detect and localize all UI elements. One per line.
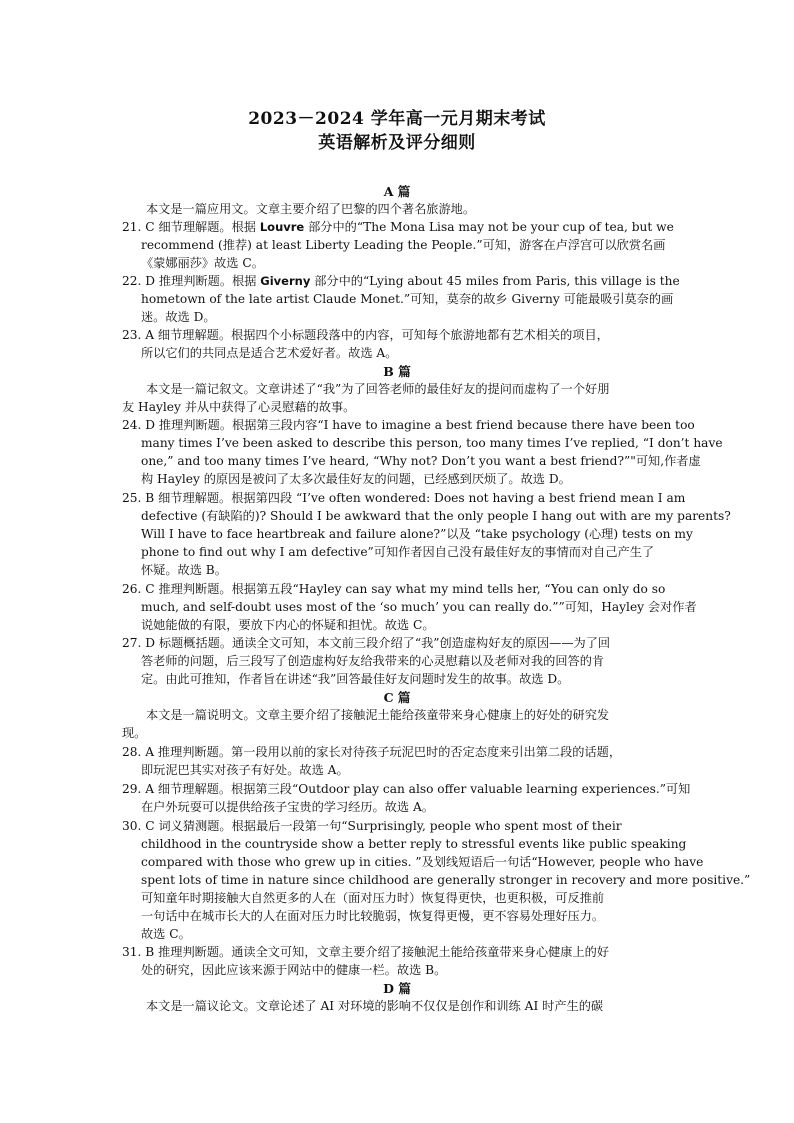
q27-line2: 答老师的问题，后三段写了创造虚构好友给我带来的心灵慰藉以及老师对我的回答的肯: [141, 654, 605, 668]
q30-line7: 故选 C。: [141, 927, 191, 941]
q21-line2: recommend (推荐) at least Liberty Leading the People.”可知，游客在卢浮宫可以欣赏名画: [141, 238, 666, 252]
section-a-intro: 本文是一篇应用文。文章主要介绍了巴黎的四个著名旅游地。: [146, 202, 476, 216]
section-b-intro-line1: 本文是一篇记叙文。文章讲述了“我”为了回答老师的最佳好友的提问而虚构了一个好朋: [146, 382, 610, 396]
section-c-intro-line2: 现。: [122, 726, 147, 740]
q21-line1: 21. C 细节理解题。根据 Louvre 部分中的“The Mona Lisa may not be your cup of tea, but we: [122, 220, 674, 234]
section-b-heading: B 篇: [383, 364, 411, 379]
q30-line2: childhood in the countryside show a better reply to stressful events like public speaking: [141, 837, 687, 851]
q30-line4: spent lots of time in nature since childhood are generally stronger in recovery and more positive.”: [141, 873, 751, 887]
q22-line2: hometown of the late artist Claude Monet.”可知，莫奈的故乡 Giverny 可能最吸引莫奈的画: [141, 292, 674, 306]
q31-line2: 处的研究，因此应该来源于网站中的健康一栏。故选 B。: [141, 963, 447, 977]
q22-line1: 22. D 推理判断题。根据 Giverny 部分中的“Lying about 45 miles from Paris, this village is the: [122, 274, 680, 288]
q25-line5: 怀疑。故选 B。: [141, 563, 227, 577]
section-a-heading: A 篇: [383, 184, 411, 199]
q30-line3: compared with those who grew up in cities. ”及划线短语后一句话“However, people who have: [141, 855, 704, 869]
q30-line5: 可知童年时期接触大自然更多的人在（面对压力时）恢复得更快，也更积极，可反推前: [141, 891, 605, 905]
q28-line1: 28. A 推理判断题。第一段用以前的家长对待孩子玩泥巴时的否定态度来引出第二段的话题，: [122, 745, 622, 759]
q30-line6: 一句话中在城市长大的人在面对压力时比较脆弱，恢复得更慢，更不容易处理好压力。: [141, 909, 605, 923]
q24-line3: one,” and too many times I’ve heard, “Why not? Don’t you want a best friend?”"可知,作者虚: [141, 454, 701, 468]
q28-line2: 即玩泥巴其实对孩子有好处。故选 A。: [141, 763, 349, 777]
q21-line3: 《蒙娜丽莎》故选 C。: [141, 256, 264, 270]
q29-line1: 29. A 细节理解题。根据第三段“Outdoor play can also offer valuable learning experiences.”可知: [122, 782, 691, 796]
section-d-heading: D 篇: [383, 981, 411, 996]
q25-line4: phone to find out why I am defective”可知作者因自己没有最佳好友的事情而对自己产生了: [141, 545, 655, 559]
section-b-intro-line2: 友 Hayley 并从中获得了心灵慰藉的故事。: [122, 400, 356, 414]
section-d-intro-line1: 本文是一篇议论文。文章论述了 AI 对环境的影响不仅仅是创作和训练 AI 时产生的碳: [146, 999, 604, 1013]
q29-line2: 在户外玩耍可以提供给孩子宝贵的学习经历。故选 A。: [141, 800, 434, 814]
q24-line2: many times I’ve been asked to describe this person, too many times I’ve replied, “I don’t have: [141, 436, 723, 450]
q26-line2: much, and self-doubt uses most of the ‘so much’ you can really do.””可知，Hayley 会对作者: [141, 600, 697, 614]
q25-line1: 25. B 细节理解题。根据第四段 “I’ve often wondered: Does not having a best friend mean I am: [122, 491, 686, 505]
q27-line1: 27. D 标题概括题。通读全文可知，本文前三段介绍了“我”创造虚构好友的原因——为了回: [122, 636, 611, 650]
q24-line1: 24. D 推理判断题。根据第三段内容“I have to imagine a best friend because there have been too: [122, 418, 695, 432]
q26-line3: 说她能做的有限，要放下内心的怀疑和担忧。故选 C。: [141, 618, 435, 632]
section-c-intro-line1: 本文是一篇说明文。文章主要介绍了接触泥土能给孩童带来身心健康上的好处的研究发: [146, 708, 610, 722]
page-title: 2023－2024 学年高一元月期末考试: [248, 109, 546, 129]
q23-line2: 所以它们的共同点是适合艺术爱好者。故选 A。: [141, 346, 398, 360]
q27-line3: 定。由此可推知，作者旨在讲述“我”回答最佳好友问题时发生的故事。故选 D。: [141, 672, 570, 686]
q22-line3: 迷。故选 D。: [141, 310, 216, 324]
q24-line4: 构 Hayley 的原因是被问了太多次最佳好友的问题，已经感到厌烦了。故选 D。: [141, 472, 571, 486]
q25-line3: Will I have to face heartbreak and failure alone?”以及 “take psychology (心理) tests on my: [141, 527, 693, 541]
q30-line1: 30. C 词义猜测题。根据最后一段第一句“Surprisingly, people who spent most of their: [122, 819, 622, 833]
page-subtitle: 英语解析及评分细则: [318, 133, 476, 153]
q26-line1: 26. C 推理判断题。根据第五段“Hayley can say what my mind tells her, “You can only do so: [122, 582, 666, 596]
section-c-heading: C 篇: [383, 690, 411, 705]
q23-line1: 23. A 细节理解题。根据四个小标题段落中的内容，可知每个旅游地都有艺术相关的项目，: [122, 328, 609, 342]
q25-line2: defective (有缺陷的)? Should I be awkward that the only people I hang out with are my parents?: [141, 509, 731, 523]
q31-line1: 31. B 推理判断题。通读全文可知，文章主要介绍了接触泥土能给孩童带来身心健康上的好: [122, 945, 610, 959]
